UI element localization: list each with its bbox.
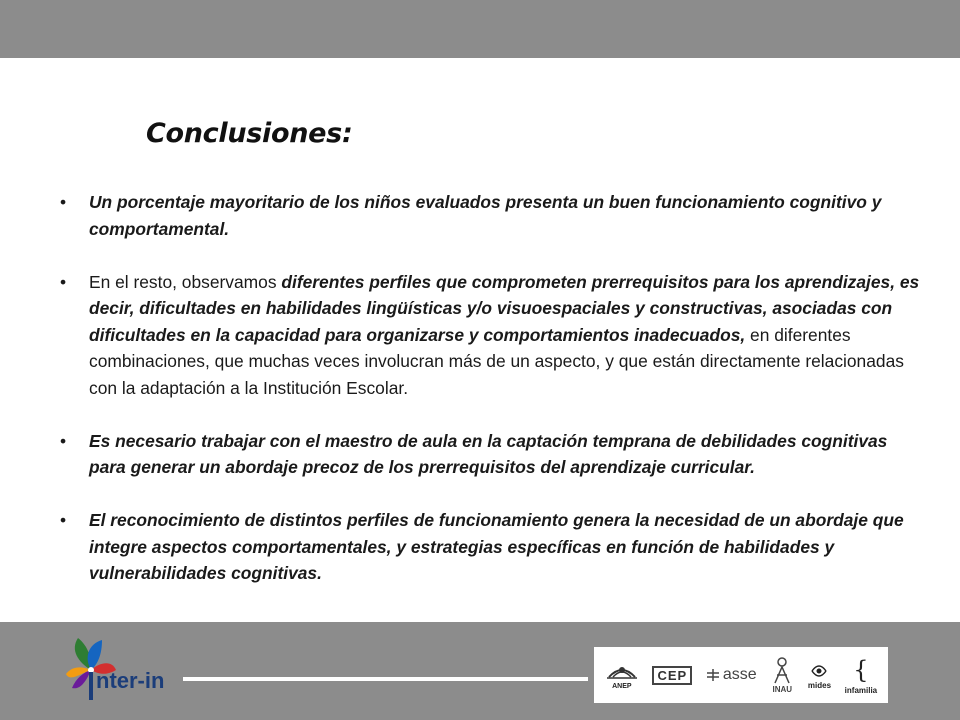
inau-label: INAU [772,684,793,694]
inter-in-logo [60,630,180,708]
logo-text: nter-in [96,668,165,693]
top-bar [0,0,960,58]
emphasized-text: Es necesario trabajar con el maestro de aula en la captación temprana de debilidades cognitivas para generar un abordaje precoz de los prerrequisitos del aprendizaje curricular. [89,430,888,477]
emphasized-text: El reconocimiento de distintos perfiles de funcionamiento genera la necesidad de un abordaje que integre aspectos comportamentales, y estrategias específicas en función de habilidades y vulnerabilidades cognitivas. [89,510,904,583]
footer-divider-line [183,677,588,681]
inau-figure-icon [770,657,794,685]
logo-stem [89,672,93,700]
body-text: En el resto, observamos [89,271,282,292]
bullet-dot: • [60,192,67,212]
mides-logo [808,661,831,690]
cep-logo [652,666,692,685]
asse-lines-icon [706,668,720,682]
body-text: en diferentes combinaciones, que muchas veces involucran más de un aspecto, y que están directamente relacionadas con la adaptación a la Institución Escolar. [89,324,904,398]
mides-emblem-icon [809,661,829,681]
bullet-list [60,189,920,613]
bullet-item [60,189,920,242]
bullet-dot: • [60,271,67,292]
emphasized-text: diferentes perfiles que comprometen prerrequisitos para los aprendizajes, es decir, dificultades en habilidades lingüísticas y/o visuoespaciales y constructivas, asociadas con dificultades en la capacidad para organizarse y comportamientos inadecuados, [89,271,920,345]
bullet-item [60,507,920,587]
bullet-dot: • [60,510,67,530]
cep-label: CEP [652,666,692,685]
inau-logo [770,657,794,694]
bullet-dot: • [60,430,67,451]
anep-label: ANEP [612,682,632,690]
asse-label: asse [722,666,757,683]
bullet-item [60,428,920,481]
mides-label: mides [807,680,832,690]
infamilia-logo [845,656,877,695]
brace-icon: { [853,655,869,684]
bullet-item [60,269,920,402]
asse-logo [706,666,757,684]
infamilia-label: infamilia [844,685,878,695]
sponsor-logos [594,647,888,703]
slide-title: Conclusiones: [146,118,353,149]
emphasized-text: Un porcentaje mayoritario de los niños evaluados presenta un buen funcionamiento cognitivo y comportamental. [89,192,882,239]
anep-emblem-icon [605,661,639,683]
anep-logo [605,661,639,690]
